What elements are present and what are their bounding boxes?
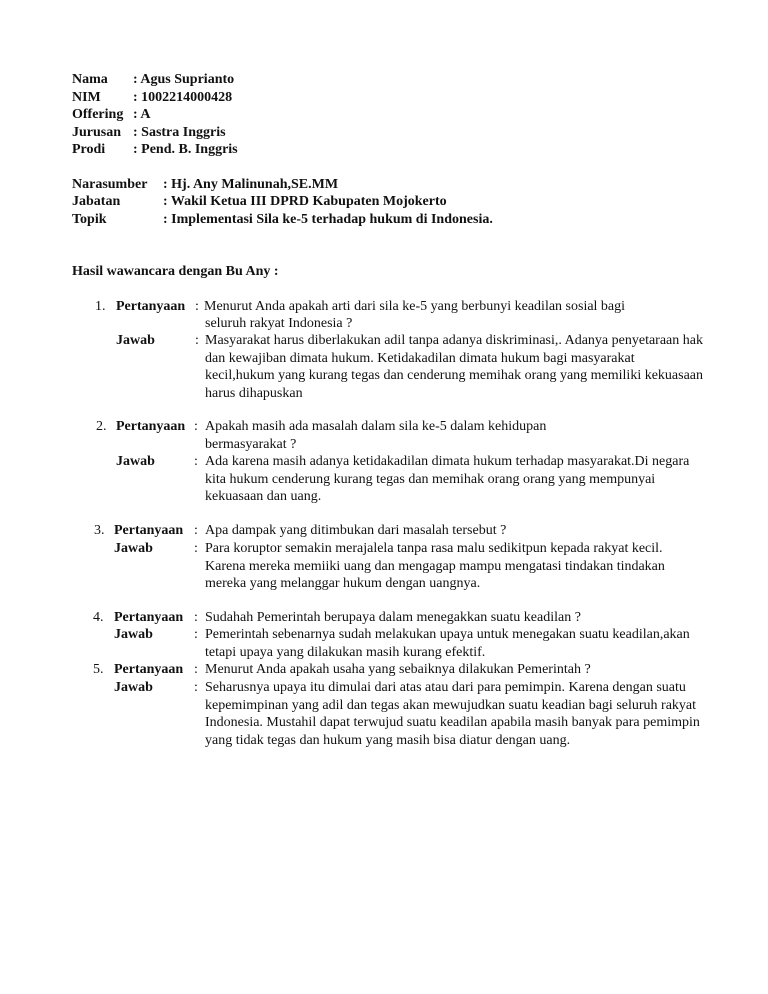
- question-colon: :: [194, 610, 198, 625]
- question-text: Sudahah Pemerintah berupaya dalam menegakkan suatu keadilan ?: [205, 610, 581, 625]
- qa-number: 4.: [93, 610, 104, 625]
- qa-number: 2.: [96, 419, 107, 434]
- question-text: Menurut Anda apakah usaha yang sebaiknya dilakukan Pemerintah ?: [205, 662, 591, 677]
- question-text: Apa dampak yang ditimbukan dari masalah tersebut ?: [205, 523, 507, 538]
- answer-label: Jawab: [114, 541, 153, 556]
- answer-label: Jawab: [114, 627, 153, 642]
- answer-label: Jawab: [114, 680, 153, 695]
- answer-colon: :: [194, 680, 198, 695]
- nim-label: NIM: [72, 90, 101, 105]
- question-label: Pertanyaan: [116, 299, 186, 314]
- question-colon: :: [194, 419, 198, 434]
- answer-text: Para koruptor semakin merajalela tanpa rasa malu sedikitpun kepada rakyat kecil. Karena mereka memiiki uang dan mengagap mampu mengatasi tindakan tindakan mereka yang melanggar hukum dengan uangnya.: [205, 541, 665, 591]
- question-label: Pertanyaan: [116, 419, 186, 434]
- question-colon: :: [195, 299, 199, 314]
- jurusan-label: Jurusan: [72, 125, 122, 140]
- answer-colon: :: [195, 333, 199, 348]
- question-label: Pertanyaan: [114, 610, 184, 625]
- section-heading: Hasil wawancara dengan Bu Any :: [72, 264, 279, 279]
- narasumber-value: : Hj. Any Malinunah,SE.MM: [163, 177, 339, 192]
- narasumber-label: Narasumber: [72, 177, 148, 192]
- question-text-cont: bermasyarakat ?: [205, 437, 297, 452]
- qa-number: 3.: [94, 523, 105, 538]
- jurusan-value: : Sastra Inggris: [133, 125, 226, 140]
- answer-label: Jawab: [116, 454, 155, 469]
- answer-text: Ada karena masih adanya ketidakadilan dimata hukum terhadap masyarakat.Di negara kita hukum cenderung kurang tegas dan memihak orang orang yang mempunyai kekuasaan dan uang.: [205, 454, 690, 504]
- nim-value: : 1002214000428: [133, 90, 233, 105]
- prodi-value: : Pend. B. Inggris: [133, 142, 238, 157]
- answer-text: Masyarakat harus diberlakukan adil tanpa adanya diskriminasi,. Adanya penyetaraan hak dan kewajiban dimata hukum. Ketidakadilan dimata hukum bagi masyarakat kecil,hukum yang kurang tegas dan cenderung memihak orang yang memiliki kekuasaan harus dihapuskan: [205, 333, 704, 401]
- nama-label: Nama: [72, 72, 108, 87]
- question-text: Menurut Anda apakah arti dari sila ke-5 yang berbunyi keadilan sosial bagi: [204, 299, 626, 314]
- jabatan-label: Jabatan: [72, 194, 121, 209]
- offering-value: : A: [133, 107, 151, 122]
- question-text-cont: seluruh rakyat Indonesia ?: [205, 316, 353, 331]
- question-text: Apakah masih ada masalah dalam sila ke-5 dalam kehidupan: [205, 419, 547, 434]
- answer-text: Seharusnya upaya itu dimulai dari atas atau dari para pemimpin. Karena dengan suatu kepemimpinan yang adil dan tegas akan mewujudkan suatu keadian bagi seluruh rakyat Indonesia. Mustahil dapat terwujud suatu keadilan apabila masih banyak para pemimpin yang tidak tegas dan hukum yang masih bisa diatur dengan uang.: [205, 680, 700, 748]
- qa-number: 1.: [95, 299, 106, 314]
- question-colon: :: [194, 523, 198, 538]
- answer-colon: :: [194, 541, 198, 556]
- question-label: Pertanyaan: [114, 523, 184, 538]
- nama-value: : Agus Suprianto: [133, 72, 235, 87]
- topik-value: : Implementasi Sila ke-5 terhadap hukum di Indonesia.: [163, 212, 493, 227]
- jabatan-value: : Wakil Ketua III DPRD Kabupaten Mojokerto: [163, 194, 447, 209]
- question-label: Pertanyaan: [114, 662, 184, 677]
- answer-colon: :: [194, 454, 198, 469]
- offering-label: Offering: [72, 107, 124, 122]
- qa-number: 5.: [93, 662, 104, 677]
- answer-colon: :: [194, 627, 198, 642]
- prodi-label: Prodi: [72, 142, 106, 157]
- answer-text: Pemerintah sebenarnya sudah melakukan upaya untuk menegakan suatu keadilan,akan tetapi upaya yang dilakukan masih kurang efektif.: [205, 627, 690, 660]
- question-colon: :: [194, 662, 198, 677]
- answer-label: Jawab: [116, 333, 155, 348]
- topik-label: Topik: [72, 212, 107, 227]
